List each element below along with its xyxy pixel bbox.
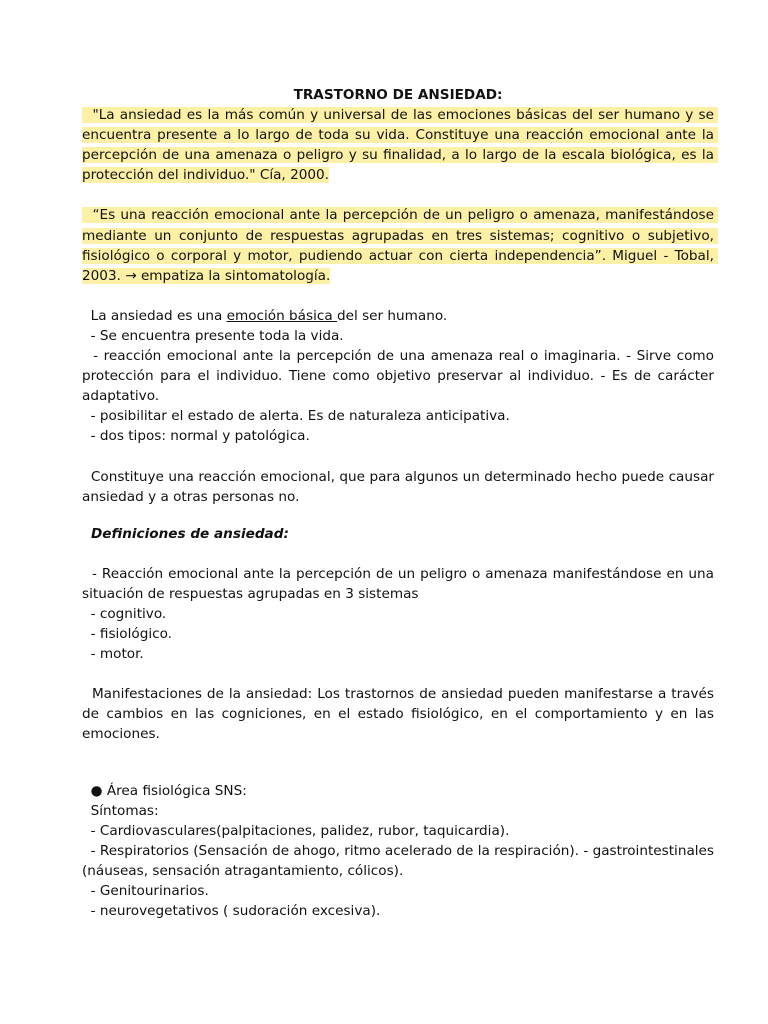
document-body [82, 85, 719, 921]
definition-main: - Reacción emocional ante la percepción de un peligro o amenaza manifestándose en una situación de respuestas agrupadas en 3 sistemas [82, 565, 719, 602]
list-item: - cognitivo. [82, 605, 167, 622]
symptoms-label: Síntomas: [82, 802, 159, 819]
list-item: - motor. [82, 646, 144, 663]
quote-cia [82, 105, 719, 185]
list-item: - Genitourinarios. [82, 883, 209, 899]
list-item: - reacción emocional ante la percepción de una amenaza real o imaginaria. - Sirve como protección para el individuo. Tiene como objetivo preservar al individuo. - Es de carácter adaptativo. [82, 348, 719, 405]
manifestations-paragraph: Manifestaciones de la ansiedad: Los trastornos de ansiedad pueden manifestarse a través de cambios en las cogniciones, en el estado fisiológico, en el comportamiento y en las emociones. [82, 686, 719, 743]
paragraph-constituye: Constituye una reacción emocional, que para algunos un determinado hecho puede causar ansiedad y a otras personas no. [82, 468, 719, 505]
intro-underlined-term: emoción básica [226, 307, 337, 324]
intro-post: del ser humano. [336, 307, 448, 324]
quote-tobal [82, 205, 719, 285]
area-fisiologica-heading: ● Área fisiológica SNS: [82, 782, 247, 799]
intro-pre: La ansiedad es una [82, 307, 227, 324]
quote-cia-text: "La ansiedad es la más común y universal de las emociones básicas del ser humano y se encuentra presente a lo largo de toda su vida. Constituye una reacción emocional ante la percepción de una amenaza o peligro y su finalidad, a lo largo de la escala biológica, es la protección del individuo." Cía, 2000. [82, 107, 719, 184]
list-item: - Respiratorios (Sensación de ahogo, ritmo acelerado de la respiración). - gastrointestinales (náuseas, sensación atragantamiento, cólicos). [82, 842, 719, 879]
list-item: - posibilitar el estado de alerta. Es de naturaleza anticipativa. [82, 408, 510, 425]
quote-tobal-text: “Es una reacción emocional ante la percepción de un peligro o amenaza, manifestándose mediante un conjunto de respuestas agrupadas en tres sistemas; cognitivo o subjetivo, fisiológico o corporal y motor, pudiendo actuar con cierta independencia”. Miguel - Tobal, 2003. → empatiza la sintomatología. [82, 207, 719, 284]
list-item: - dos tipos: normal y patológica. [82, 428, 310, 445]
document-title: TRASTORNO DE ANSIEDAD: [293, 87, 503, 103]
list-item: - Se encuentra presente toda la vida. [82, 327, 344, 344]
list-item: - fisiológico. [82, 626, 172, 643]
definitions-heading: Definiciones de ansiedad: [91, 525, 289, 542]
list-item: - neurovegetativos ( sudoración excesiva). [82, 903, 381, 920]
intro-paragraph [82, 306, 714, 326]
list-item: - Cardiovasculares(palpitaciones, palidez, rubor, taquicardia). [82, 822, 510, 839]
